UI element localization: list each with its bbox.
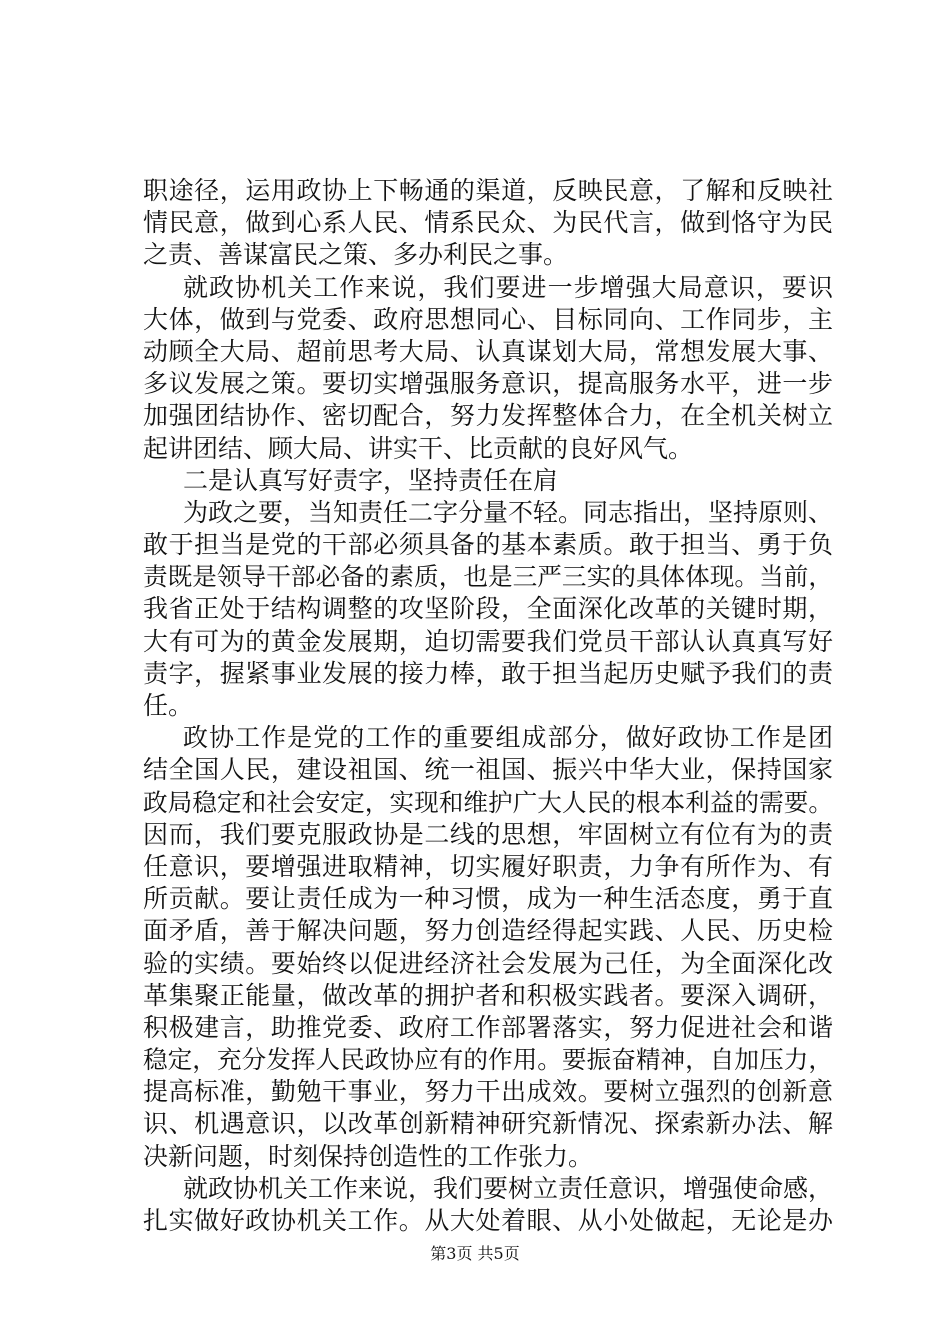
text-line: 情民意，做到心系人民、情系民众、为民代言，做到恪守为民 bbox=[143, 208, 833, 238]
text-line: 责字，握紧事业发展的接力棒，敢于担当起历史赋予我们的责 bbox=[143, 658, 833, 688]
text-line: 敢于担当是党的干部必须具备的基本素质。敢于担当、勇于负 bbox=[143, 530, 833, 560]
text-line: 就政协机关工作来说，我们要进一步增强大局意识，要识 bbox=[183, 272, 833, 302]
body-text bbox=[143, 175, 833, 1237]
text-line: 政协工作是党的工作的重要组成部分，做好政协工作是团 bbox=[183, 723, 833, 753]
text-line: 大有可为的黄金发展期，迫切需要我们党员干部认认真真写好 bbox=[143, 626, 833, 656]
text-line: 职途径，运用政协上下畅通的渠道，反映民意，了解和反映社 bbox=[143, 176, 833, 205]
text-line: 提高标准，勤勉干事业，努力干出成效。要树立强烈的创新意 bbox=[143, 1077, 833, 1107]
text-line: 二是认真写好责字，坚持责任在肩 bbox=[183, 465, 559, 495]
text-line: 所贡献。要让责任成为一种习惯，成为一种生活态度，勇于直 bbox=[143, 884, 833, 914]
text-line: 起讲团结、顾大局、讲实干、比贡献的良好风气。 bbox=[143, 433, 694, 463]
text-line: 任意识，要增强进取精神，切实履好职责，力争有所作为、有 bbox=[143, 851, 833, 881]
text-line: 面矛盾，善于解决问题，努力创造经得起实践、人民、历史检 bbox=[143, 916, 833, 946]
text-line: 就政协机关工作来说，我们要树立责任意识，增强使命感， bbox=[183, 1173, 834, 1203]
text-line: 我省正处于结构调整的攻坚阶段，全面深化改革的关键时期， bbox=[143, 594, 833, 624]
text-line: 革集聚正能量，做改革的拥护者和积极实践者。要深入调研， bbox=[143, 980, 833, 1010]
text-line: 结全国人民，建设祖国、统一祖国、振兴中华大业，保持国家 bbox=[143, 755, 833, 785]
text-line: 因而，我们要克服政协是二线的思想，牢固树立有位有为的责 bbox=[143, 819, 833, 849]
text-line: 之责、善谋富民之策、多办利民之事。 bbox=[143, 240, 569, 270]
text-line: 为政之要，当知责任二字分量不轻。同志指出，坚持原则、 bbox=[183, 497, 834, 527]
text-line: 决新问题，时刻保持创造性的工作张力。 bbox=[143, 1141, 594, 1171]
text-line: 大体，做到与党委、政府思想同心、目标同向、工作同步，主 bbox=[143, 304, 833, 334]
text-line: 政局稳定和社会安定，实现和维护广大人民的根本利益的需要。 bbox=[143, 787, 833, 817]
text-line: 积极建言，助推党委、政府工作部署落实，努力促进社会和谐 bbox=[143, 1012, 833, 1042]
text-line: 识、机遇意识，以改革创新精神研究新情况、探索新办法、解 bbox=[143, 1109, 833, 1139]
text-line: 动顾全大局、超前思考大局、认真谋划大局，常想发展大事、 bbox=[143, 336, 833, 366]
text-line: 任。 bbox=[143, 691, 194, 720]
text-line: 验的实绩。要始终以促进经济社会发展为己任，为全面深化改 bbox=[143, 948, 833, 978]
text-line: 稳定，充分发挥人民政协应有的作用。要振奋精神，自加压力， bbox=[143, 1045, 833, 1075]
text-line: 责既是领导干部必备的素质，也是三严三实的具体体现。当前， bbox=[143, 562, 833, 592]
text-line: 扎实做好政协机关工作。从大处着眼、从小处做起，无论是办 bbox=[143, 1206, 833, 1235]
page-footer: 第3页 共5页 bbox=[430, 1244, 520, 1263]
text-line: 加强团结协作、密切配合，努力发挥整体合力，在全机关树立 bbox=[143, 401, 833, 431]
text-line: 多议发展之策。要切实增强服务意识，提高服务水平，进一步 bbox=[143, 369, 833, 399]
